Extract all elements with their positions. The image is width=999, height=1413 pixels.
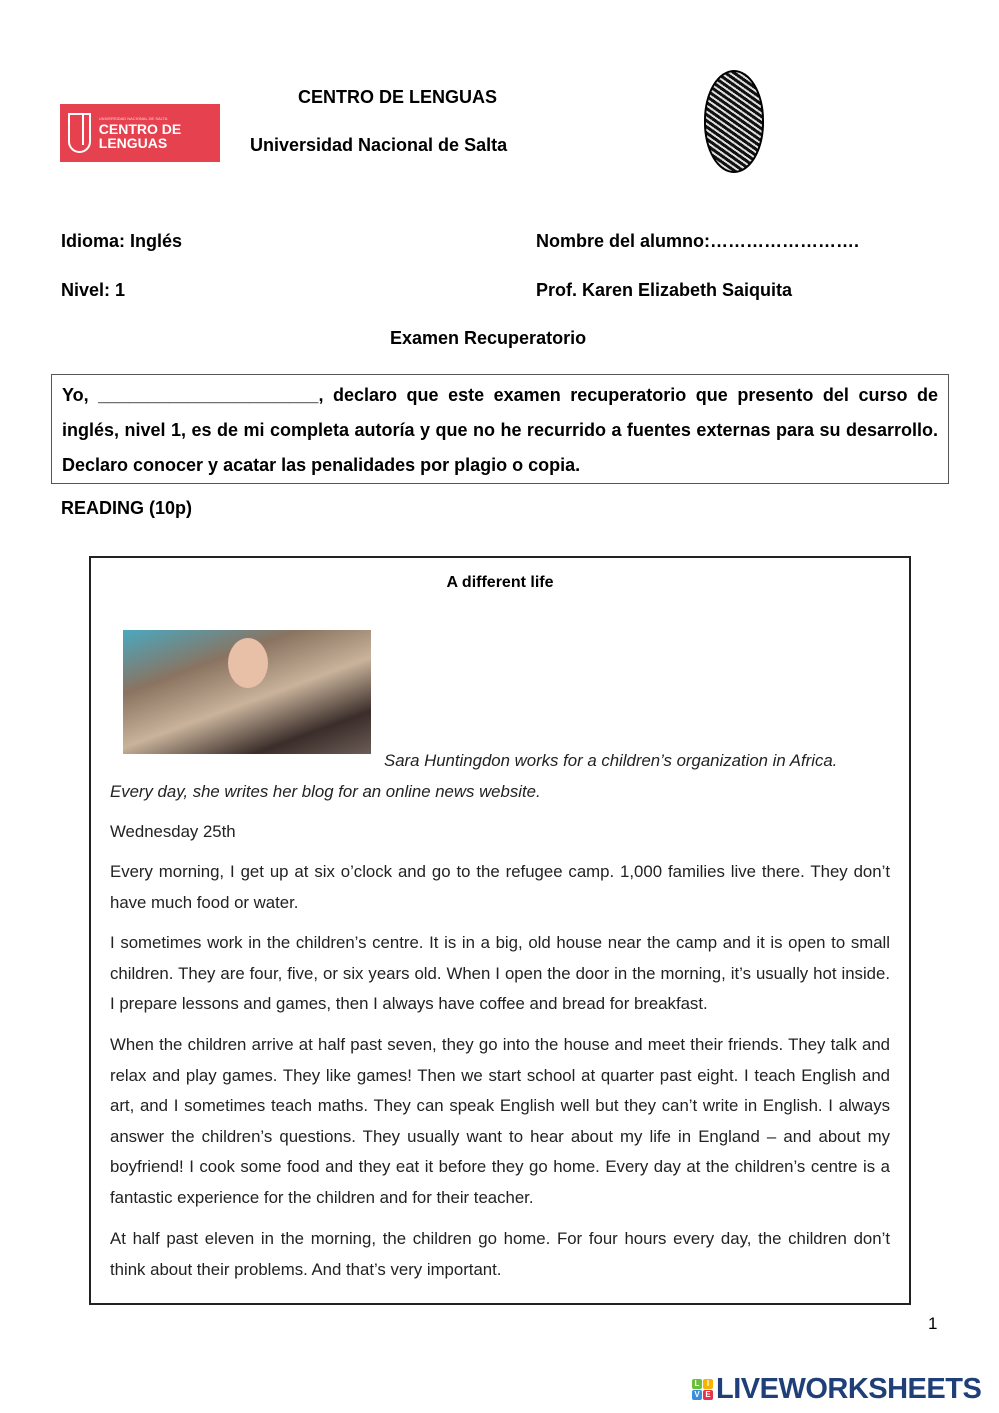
language-label: Idioma: Inglés — [61, 231, 183, 251]
exam-title: Examen Recuperatorio — [390, 328, 587, 348]
centro-de-lenguas-logo — [60, 104, 220, 162]
paragraph: I sometimes work in the children’s centre. It is in a big, old house near the camp and it is open to small children. They are four, five, or six years old. When I open the door in the morning, it’s usually hot inside. I prepare lessons and games, then I always have coffee and bread for breakfast. — [110, 933, 890, 1013]
section-heading: READING (10p) — [61, 498, 193, 518]
logo-text: CENTRO DE LENGUAS — [98, 121, 182, 151]
shield-icon — [68, 113, 91, 153]
liveworksheets-watermark — [692, 1373, 981, 1406]
page-number: 1 — [928, 1314, 938, 1333]
header-subtitle: Universidad Nacional de Salta — [250, 135, 508, 155]
caption-line-2: Every day, she writes her blog for an online news website. — [110, 782, 541, 801]
declaration-box: Yo, ______________________, declaro que este examen recuperatorio que presento del curso de inglés, nivel 1, es de mi completa autoría y que no he recurrido a fuentes externas para su desarrollo. Declaro conocer y acatar las penalidades por plagio o copia. — [51, 374, 949, 484]
paragraph: At half past eleven in the morning, the children go home. For four hours every day, the children don’t think about their problems. And that’s very important. — [110, 1229, 890, 1279]
reading-box — [89, 556, 911, 1305]
header-title: CENTRO DE LENGUAS — [298, 87, 498, 107]
logo-small-text: UNIVERSIDAD NACIONAL DE SALTA — [98, 116, 168, 121]
teacher-label: Prof. Karen Elizabeth Saiquita — [536, 280, 793, 300]
live-blocks-icon: L I V E — [692, 1379, 713, 1400]
watermark-text: LIVEWORKSHEETS — [716, 1373, 982, 1405]
reading-photo — [123, 630, 371, 754]
level-label: Nivel: 1 — [61, 280, 126, 300]
university-seal-icon — [704, 70, 764, 173]
caption-line-1: Sara Huntingdon works for a children’s organization in Africa. — [384, 751, 838, 770]
student-name-field: Nombre del alumno:……………………. — [536, 231, 860, 251]
paragraph: Every morning, I get up at six o’clock and go to the refugee camp. 1,000 families live there. They don’t have much food or water. — [110, 862, 890, 912]
blog-date: Wednesday 25th — [110, 822, 236, 841]
reading-title: A different life — [446, 574, 554, 591]
paragraph: When the children arrive at half past seven, they go into the house and meet their friends. They talk and relax and play games. They like games! Then we start school at quarter past eight. I teach English and art, and I sometimes teach maths. They can speak English well but they can’t write in English. I always answer the children’s questions. They usually want to hear about my life in England – and about my boyfriend! I cook some food and they eat it before they go home. Every day at the children’s centre is a fantastic experience for the children and for their teacher. — [110, 1035, 890, 1207]
